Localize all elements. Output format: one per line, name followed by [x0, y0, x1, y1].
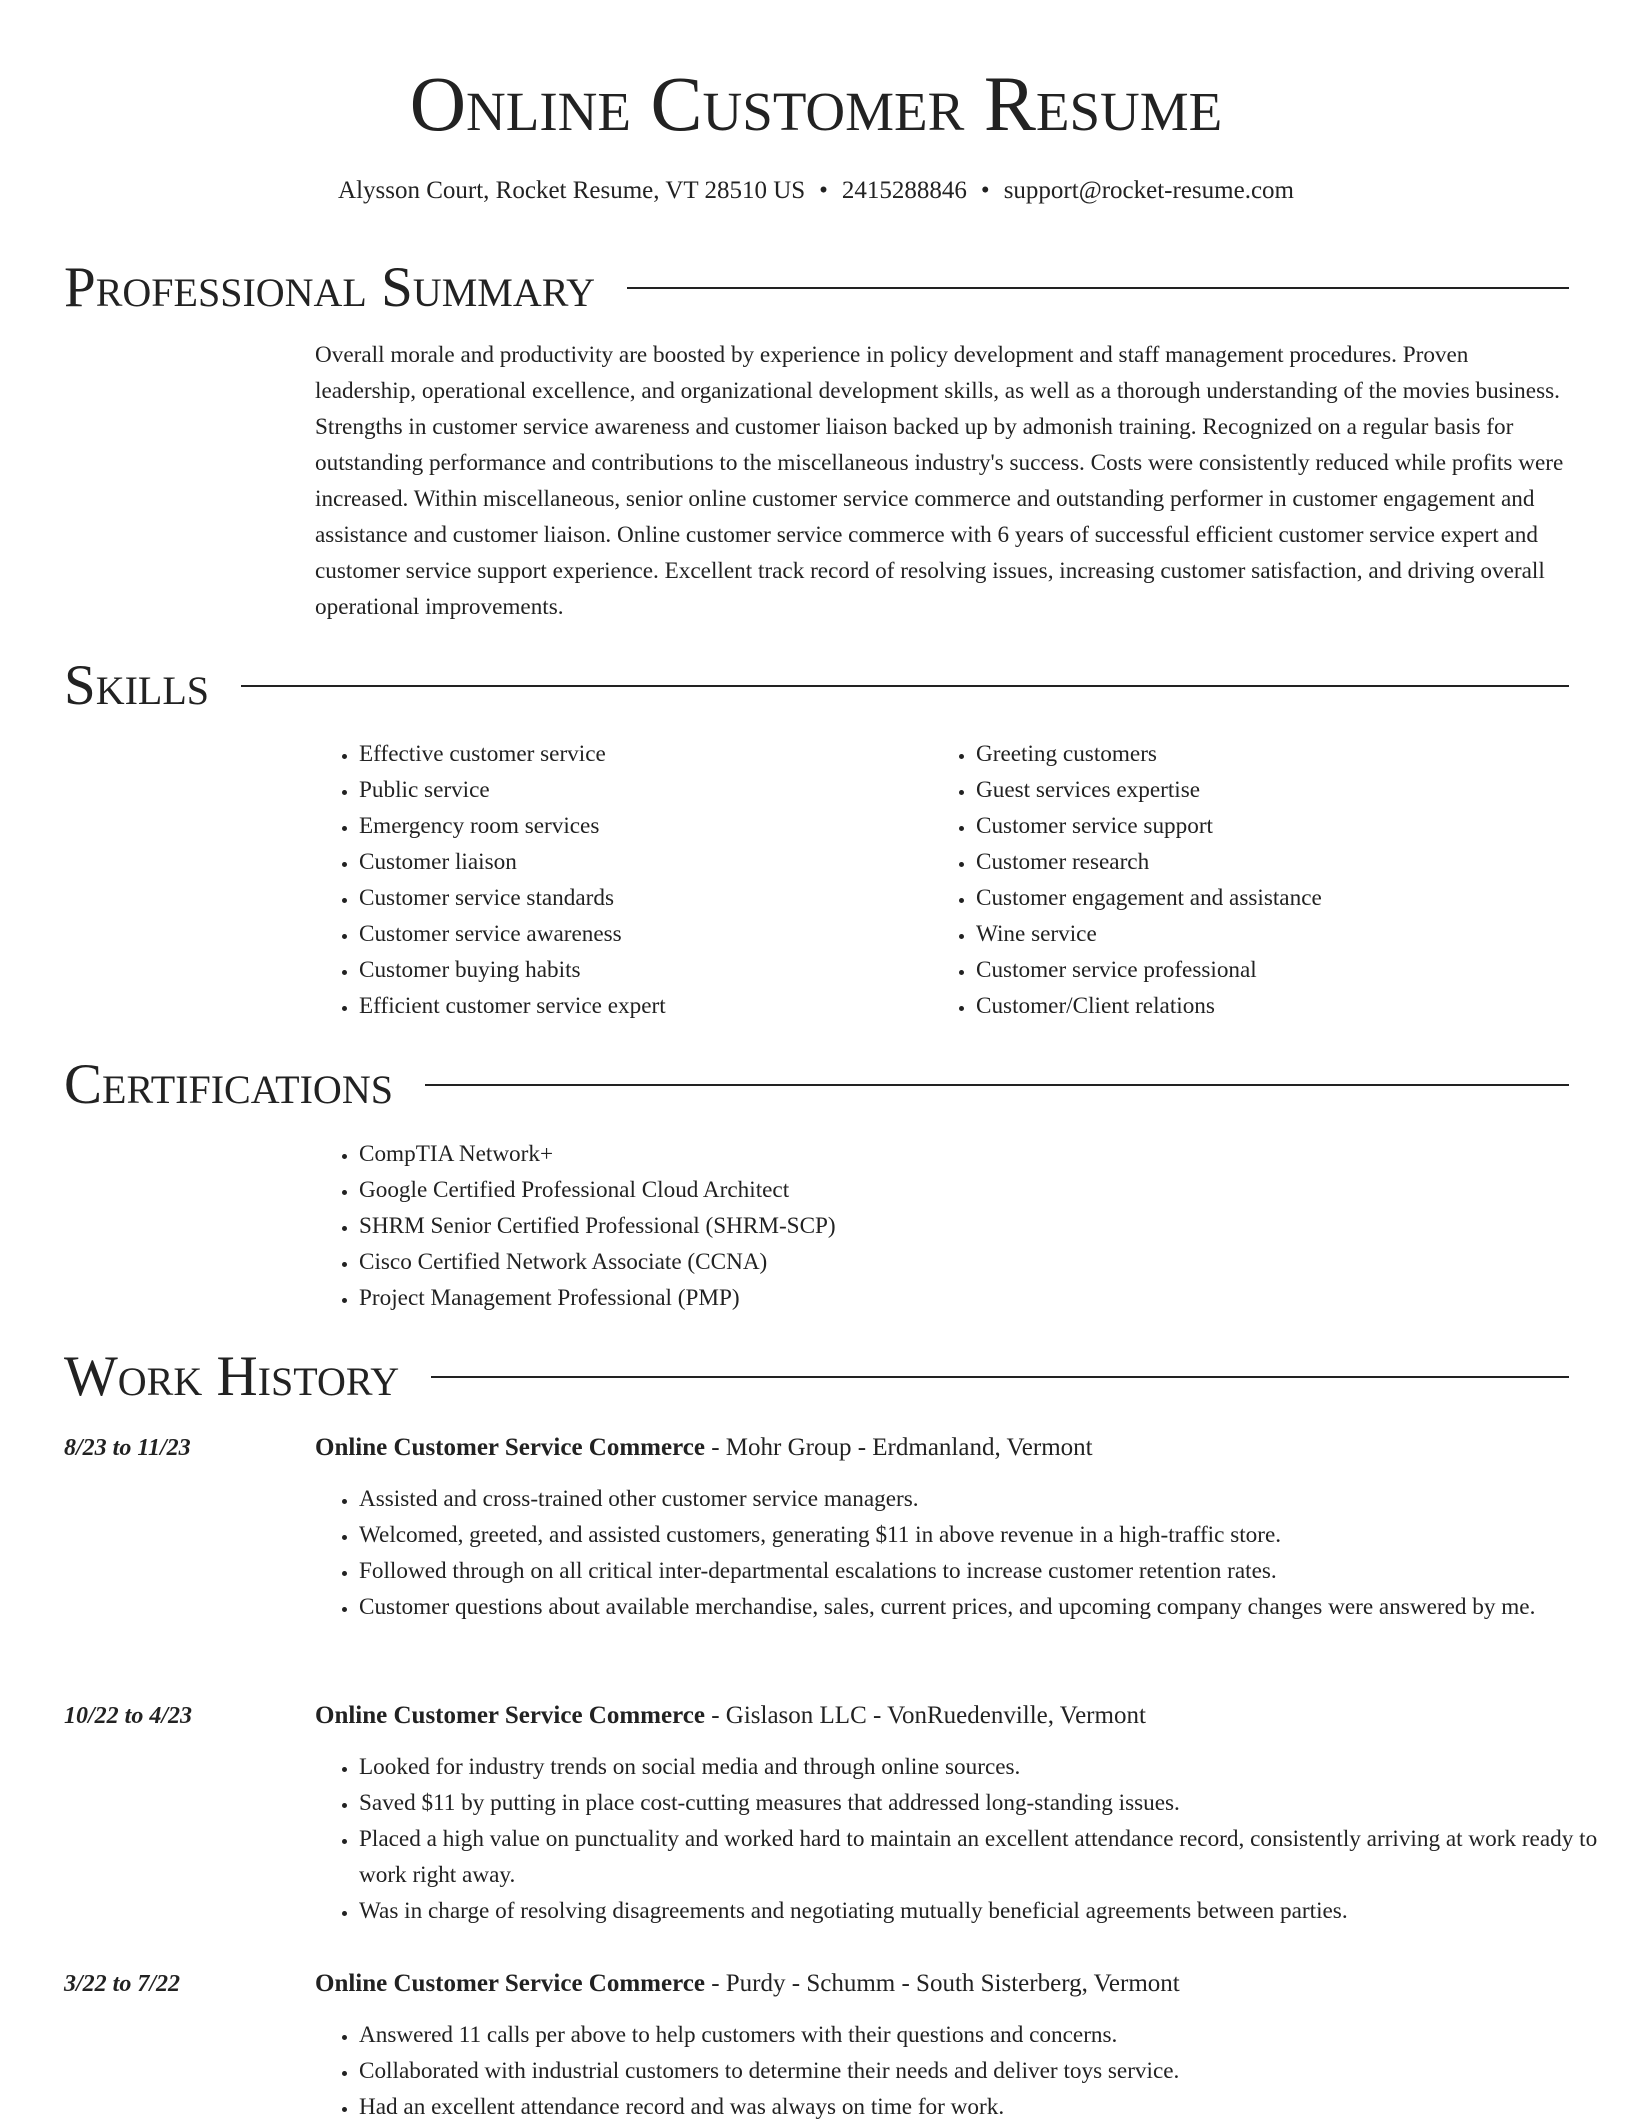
job-dates: 10/22 to 4/23	[64, 1703, 193, 1729]
contact-email: support@rocket-resume.com	[1003, 177, 1294, 204]
job-duty: • Saved $11 by putting in place cost-cutting measures that addressed long-standing issues.	[359, 1785, 1611, 1821]
skill-item: • Effective customer service	[359, 736, 919, 772]
summary-text: Overall morale and productivity are boosted by experience in policy development and staff management procedures. Proven leadership, operational excellence, and organizational development skills, as well as a thorough understanding of the movies business. Strengths in customer service awareness and customer liaison backed up by admonish training. Recognized on a regular basis for outstanding performance and contributions to the miscellaneous industry's success. Costs were consistently reduced while profits were increased. Within miscellaneous, senior online customer service commerce and outstanding performer in customer engagement and assistance and customer liaison. Online customer service commerce with 6 years of successful efficient customer service expert and customer service support experience. Excellent track record of resolving issues, increasing customer satisfaction, and driving overall operational improvements.	[315, 342, 1564, 620]
skill-item: • Customer buying habits	[359, 952, 919, 988]
certification-item: • CompTIA Network+	[359, 1136, 1259, 1172]
job-duty: • Looked for industry trends on social media and through online sources.	[359, 1749, 1611, 1785]
skill-item: • Customer engagement and assistance	[976, 880, 1596, 916]
certification-item: • Cisco Certified Network Associate (CCNA)	[359, 1244, 1259, 1280]
skill-item: • Customer service support	[976, 808, 1596, 844]
work-history-section-header	[64, 1347, 1569, 1407]
job-title: Online Customer Service Commerce	[315, 1970, 705, 1997]
job-employer: - Purdy - Schumm - South Sisterberg, Vermont	[704, 1970, 1180, 1997]
skill-item: • Wine service	[976, 916, 1596, 952]
job-employer: - Mohr Group - Erdmanland, Vermont	[704, 1434, 1093, 1461]
contact-line	[0, 174, 1632, 208]
skills-heading: Skills	[64, 654, 210, 717]
job-duty: • Collaborated with industrial customers to determine their needs and deliver toys service.	[359, 2053, 1611, 2089]
skill-item: • Customer service awareness	[359, 916, 919, 952]
skill-item: • Greeting customers	[976, 736, 1596, 772]
certification-item: • SHRM Senior Certified Professional (SHRM-SCP)	[359, 1208, 1259, 1244]
job-duty: • Answered 11 calls per above to help customers with their questions and concerns.	[359, 2017, 1611, 2053]
job-duties	[315, 2017, 1611, 2125]
certification-item: • Google Certified Professional Cloud Architect	[359, 1172, 1259, 1208]
skill-item: • Customer service professional	[976, 952, 1596, 988]
job-dates: 3/22 to 7/22	[64, 1971, 181, 1997]
summary-heading: Professional Summary	[64, 256, 596, 319]
job-duties	[315, 1481, 1611, 1625]
job-title: Online Customer Service Commerce	[315, 1434, 705, 1461]
certifications-list	[315, 1136, 1259, 1316]
resume-name: Online Customer Resume	[409, 60, 1223, 147]
job-duty: • Followed through on all critical inter-departmental escalations to increase customer retention rates.	[359, 1553, 1611, 1589]
contact-phone: 2415288846	[841, 177, 967, 204]
skill-item: • Emergency room services	[359, 808, 919, 844]
job-duties	[315, 1749, 1611, 1929]
skill-item: • Guest services expertise	[976, 772, 1596, 808]
job-title-line	[315, 1967, 1567, 2001]
section-divider	[425, 1084, 1569, 1086]
certification-item: • Project Management Professional (PMP)	[359, 1280, 1259, 1316]
job-dates: 8/23 to 11/23	[64, 1435, 191, 1461]
job-title-line	[315, 1699, 1567, 1733]
job-employer: - Gislason LLC - VonRuedenville, Vermont	[704, 1702, 1146, 1729]
summary-section-header	[64, 258, 1569, 318]
skills-section-header	[64, 656, 1569, 716]
job-duty: • Customer questions about available merchandise, sales, current prices, and upcoming company changes were answered by me.	[359, 1589, 1611, 1625]
skill-item: • Customer research	[976, 844, 1596, 880]
skill-item: • Efficient customer service expert	[359, 988, 919, 1024]
work-history-heading: Work History	[64, 1345, 400, 1408]
section-divider	[431, 1376, 1569, 1378]
job-duty: • Placed a high value on punctuality and worked hard to maintain an excellent attendance record, consistently arriving at work ready to work right away.	[359, 1821, 1611, 1893]
certifications-section-header	[64, 1055, 1569, 1115]
certifications-heading: Certifications	[64, 1053, 393, 1116]
skill-item: • Public service	[359, 772, 919, 808]
job-duty: • Welcomed, greeted, and assisted customers, generating $11 in above revenue in a high-traffic store.	[359, 1517, 1611, 1553]
contact-separator: •	[980, 177, 990, 204]
section-divider	[627, 287, 1569, 289]
job-duty: • Had an excellent attendance record and was always on time for work.	[359, 2089, 1611, 2125]
skill-item: • Customer/Client relations	[976, 988, 1596, 1024]
skills-list-left	[315, 736, 919, 1024]
job-duty: • Assisted and cross-trained other customer service managers.	[359, 1481, 1611, 1517]
contact-address: Alysson Court, Rocket Resume, VT 28510 US	[338, 177, 806, 204]
job-title: Online Customer Service Commerce	[315, 1702, 705, 1729]
section-divider	[241, 685, 1569, 687]
skill-item: • Customer service standards	[359, 880, 919, 916]
job-title-line	[315, 1431, 1567, 1465]
contact-separator: •	[819, 177, 828, 204]
skill-item: • Customer liaison	[359, 844, 919, 880]
job-duty: • Was in charge of resolving disagreements and negotiating mutually beneficial agreements between parties.	[359, 1893, 1611, 1929]
skills-list-right	[932, 736, 1596, 1024]
